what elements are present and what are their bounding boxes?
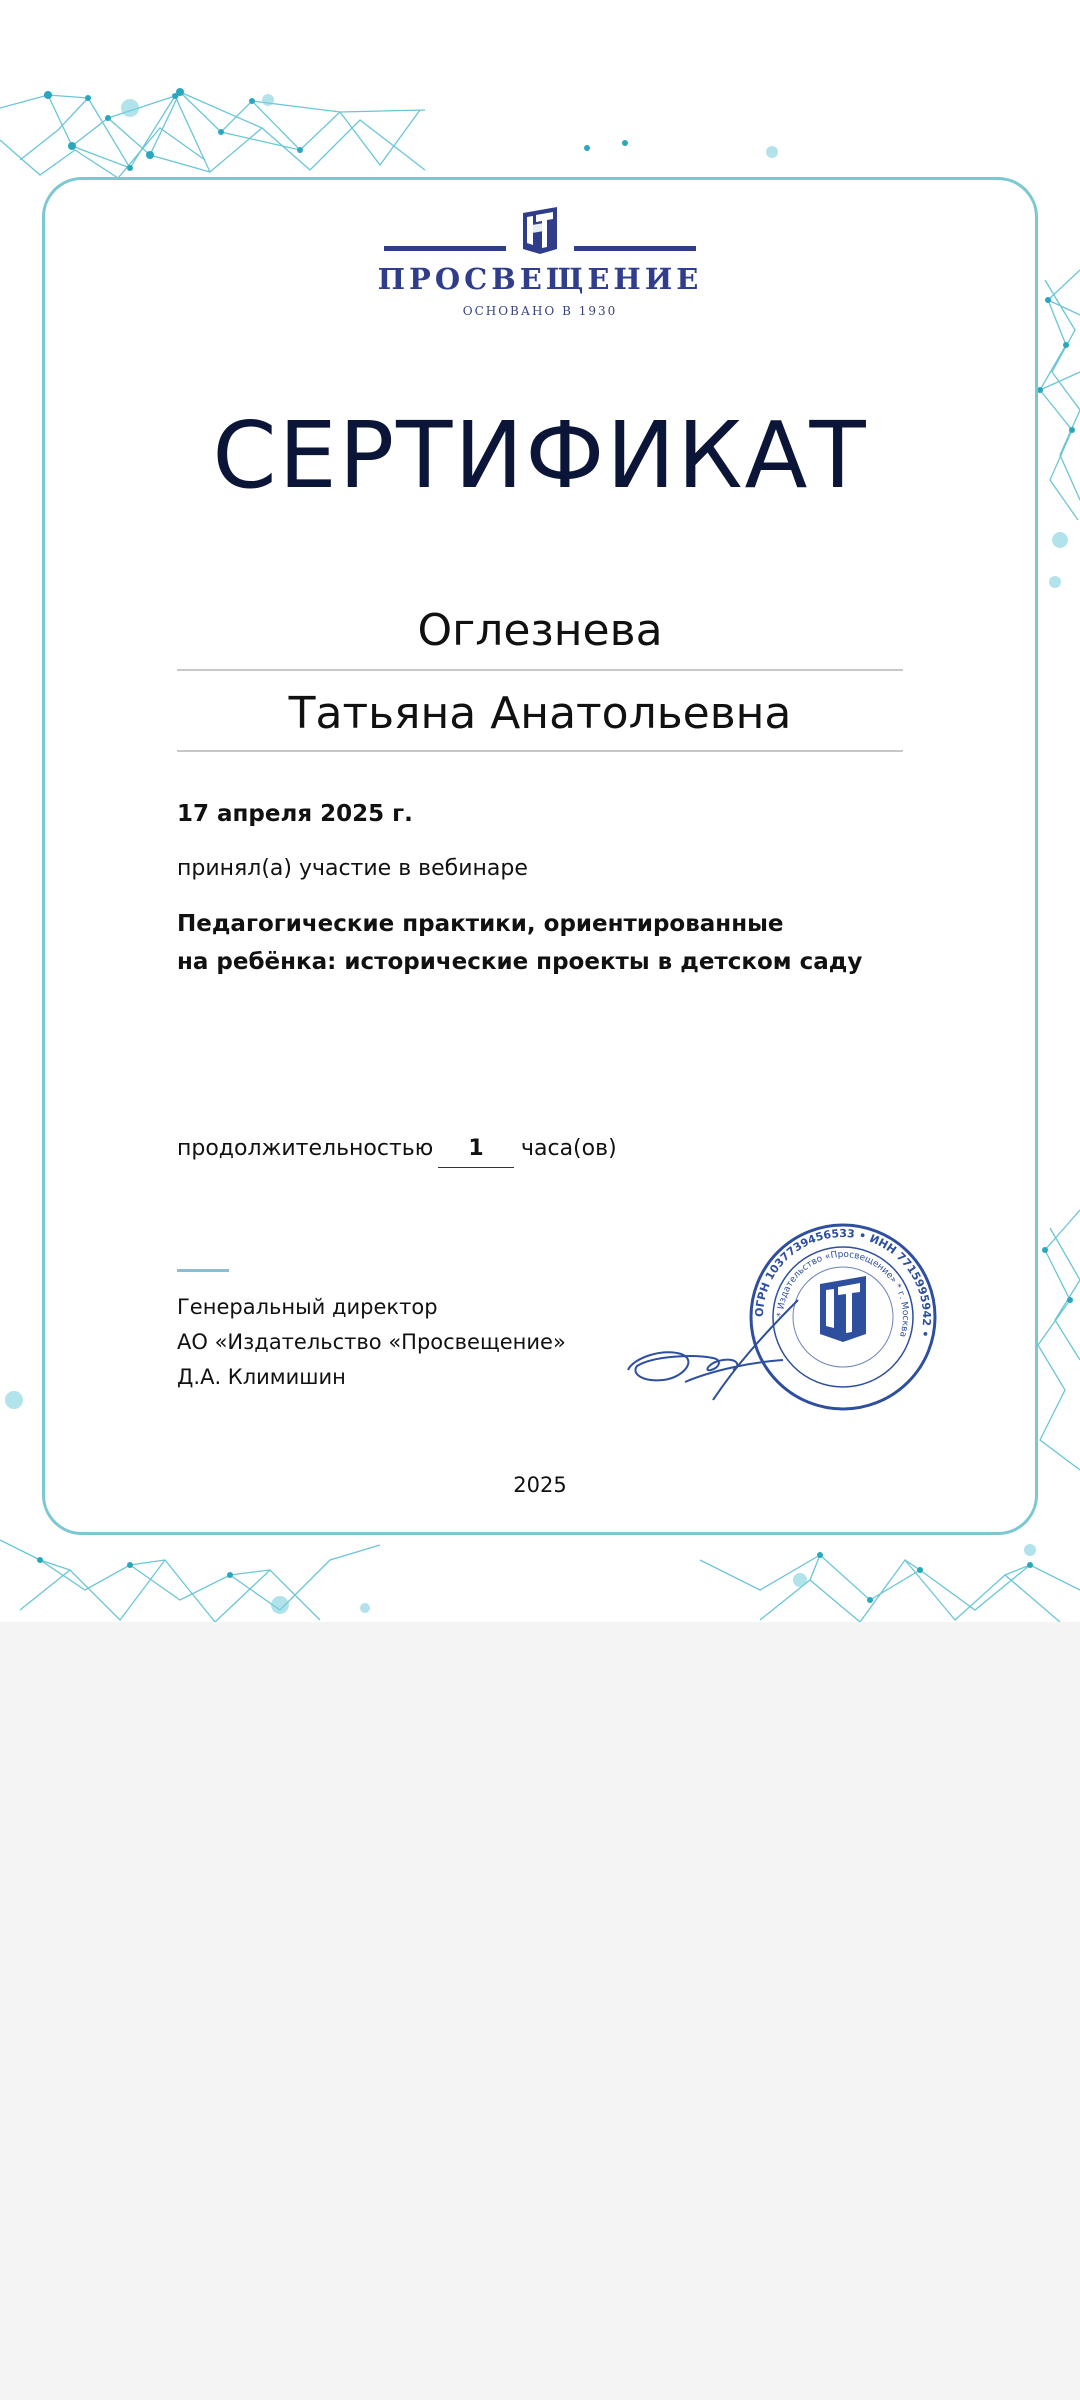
recipient-surname: Оглезнева	[417, 605, 663, 656]
surname-underline	[177, 669, 903, 671]
signatory-organization: АО «Издательство «Просвещение»	[177, 1330, 566, 1354]
duration-suffix: часа(ов)	[521, 1136, 617, 1161]
certificate-year: 2025	[513, 1473, 567, 1497]
certificate-title: СЕРТИФИКАТ	[212, 402, 868, 509]
webinar-title	[177, 905, 937, 981]
signatory-position: Генеральный директор	[177, 1295, 438, 1319]
duration-value: 1	[438, 1136, 514, 1168]
signatory-block	[177, 1290, 566, 1395]
signatory-name: Д.А. Климишин	[177, 1365, 346, 1389]
brand-founded-year: ОСНОВАНО В 1930	[462, 304, 618, 318]
webinar-title-line-2: на ребёнка: исторические проекты в детском саду	[177, 949, 863, 975]
duration-prefix: продолжительностью	[177, 1136, 434, 1161]
logo-right-rule	[574, 246, 696, 251]
brand-name: ПРОСВЕЩЕНИЕ	[377, 262, 703, 296]
svg-text:ОГРН 1037739456533 • ИНН 77159: ОГРН 1037739456533 • ИНН 7715995942 •	[752, 1226, 934, 1339]
recipient-given-names: Татьяна Анатольевна	[288, 688, 792, 739]
official-seal-stamp	[748, 1222, 938, 1412]
participation-text: принял(а) участие в вебинаре	[177, 856, 528, 881]
seal-emblem-icon	[820, 1276, 866, 1342]
logo-left-rule	[384, 246, 506, 251]
webinar-title-line-1: Педагогические практики, ориентированные	[177, 911, 784, 937]
event-date: 17 апреля 2025 г.	[177, 801, 413, 827]
given-names-underline	[177, 750, 903, 752]
svg-text:* Издательство «Просвещение» *: * Издательство «Просвещение» * г. Москва	[775, 1249, 911, 1339]
signature-accent-line	[177, 1269, 229, 1272]
logo-emblem-icon	[523, 207, 557, 254]
